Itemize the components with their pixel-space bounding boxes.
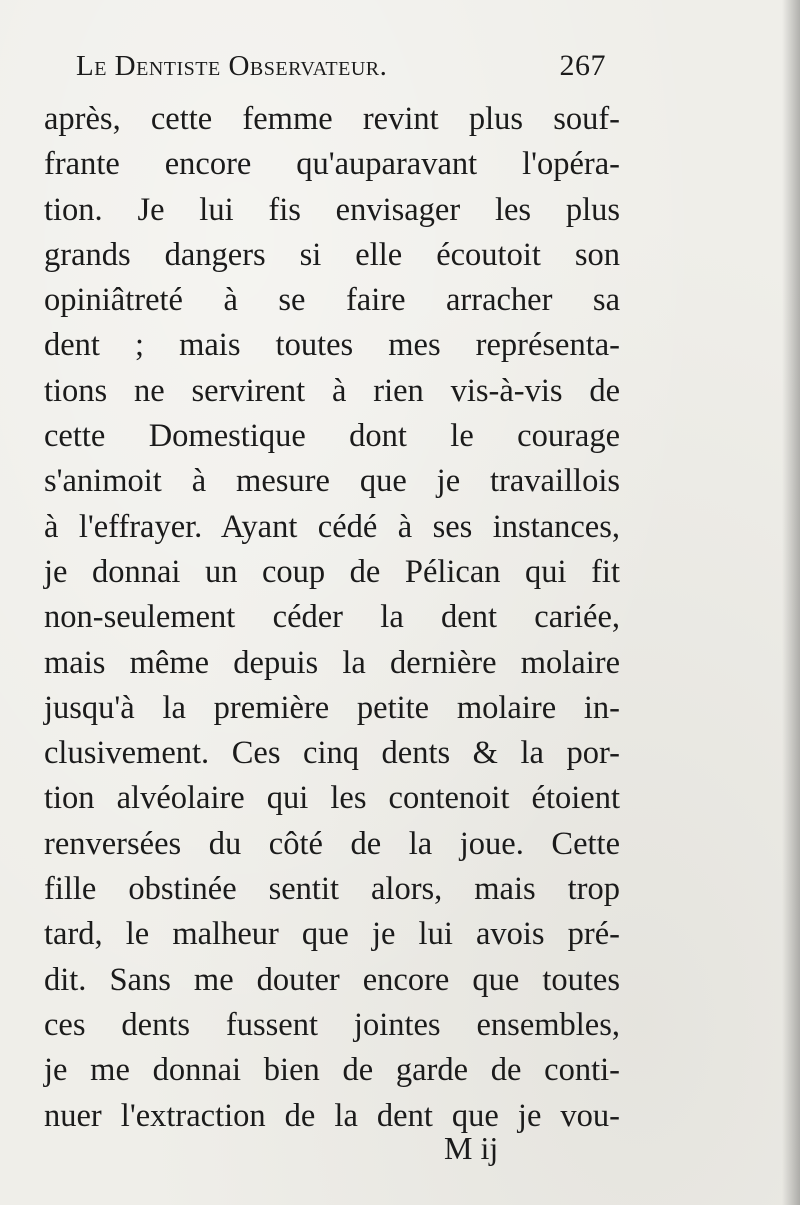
text-line: opiniâtreté à se faire arracher sa — [44, 282, 620, 319]
text-line: je donnai un coup de Pélican qui fit — [44, 553, 620, 590]
body-text — [44, 97, 620, 1139]
signature-mark: M ij — [444, 1130, 499, 1166]
text-line: je me donnai bien de garde de conti- — [44, 1052, 620, 1089]
text-line: jusqu'à la première petite molaire in- — [44, 689, 620, 726]
text-line: tions ne servirent à rien vis-à-vis de — [44, 372, 620, 409]
text-line: après, cette femme revint plus souf- — [44, 101, 620, 137]
page-edge-shadow — [782, 0, 800, 1205]
text-line: mais même depuis la dernière molaire — [44, 644, 620, 681]
text-line: dit. Sans me douter encore que toutes — [44, 961, 620, 998]
text-line: fille obstinée sentit alors, mais trop — [44, 871, 620, 908]
text-line: tard, le malheur que je lui avois pré- — [44, 916, 620, 953]
text-line: frante encore qu'auparavant l'opéra- — [44, 146, 620, 183]
page-number: 267 — [559, 49, 606, 82]
running-head — [76, 44, 606, 88]
text-line: clusivement. Ces cinq dents & la por- — [44, 735, 620, 772]
text-line: grands dangers si elle écoutoit son — [44, 236, 620, 273]
text-line: non-seulement céder la dent cariée, — [44, 599, 620, 636]
text-line: dent ; mais toutes mes représenta- — [44, 327, 620, 364]
text-line: nuer l'extraction de la dent que je vou- — [44, 1097, 620, 1134]
text-line: ces dents fussent jointes ensembles, — [44, 1006, 620, 1043]
text-line: tion. Je lui fis envisager les plus — [44, 191, 620, 228]
running-title: Le Dentiste Observateur. — [76, 50, 388, 82]
text-line: cette Domestique dont le courage — [44, 418, 620, 455]
text-line: tion alvéolaire qui les contenoit étoient — [44, 780, 620, 817]
text-line: s'animoit à mesure que je travaillois — [44, 463, 620, 500]
text-line: à l'effrayer. Ayant cédé à ses instances, — [44, 508, 620, 545]
text-line: renversées du côté de la joue. Cette — [44, 825, 620, 862]
